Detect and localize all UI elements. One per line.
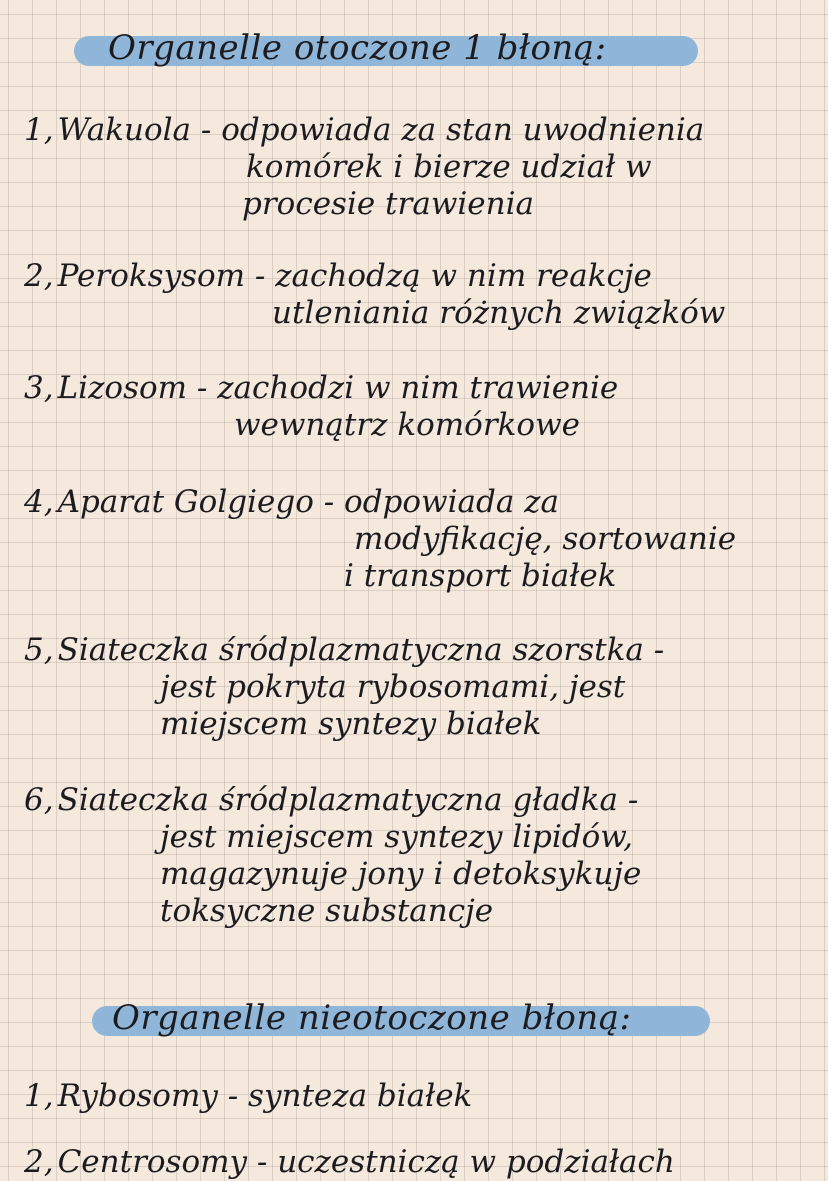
list-item-centrosomes [24, 1144, 675, 1181]
item-continuation: procesie trawienia [242, 186, 534, 222]
item-first-line [24, 370, 618, 407]
list-item-vacuole [24, 112, 704, 223]
item-number: 4, [24, 484, 54, 520]
item-text: Centrosomy - uczestniczą w podziałach [57, 1144, 675, 1180]
item-continuation: komórek i bierze udział w [246, 149, 652, 185]
item-number: 2, [24, 1144, 54, 1180]
item-text: Wakuola - odpowiada za stan uwodnienia [57, 112, 705, 148]
item-first-line [24, 1144, 675, 1181]
item-number: 1, [24, 112, 54, 148]
item-first-line [24, 112, 704, 149]
list-item-golgi [24, 484, 736, 595]
item-continuation: jest pokryta rybosomami, jest [160, 669, 626, 705]
item-text: Siateczka śródplazmatyczna szorstka - [57, 632, 665, 668]
item-number: 1, [24, 1078, 54, 1114]
item-text: Lizosom - zachodzi w nim trawienie [57, 370, 619, 406]
list-item-lysosome [24, 370, 618, 444]
item-continuation: toksyczne substancje [160, 893, 494, 929]
item-first-line [24, 484, 736, 521]
item-text: Aparat Golgiego - odpowiada za [57, 484, 559, 520]
list-item-rough-er [24, 632, 664, 743]
item-first-line [24, 258, 725, 295]
item-continuation: utleniania różnych związków [272, 295, 726, 331]
item-continuation: modyfikację, sortowanie [354, 521, 737, 557]
list-item-peroxisome [24, 258, 725, 332]
item-first-line [24, 1078, 472, 1115]
list-item-smooth-er [24, 782, 641, 930]
item-number: 2, [24, 258, 54, 294]
item-text: Peroksysom - zachodzą w nim reakcje [57, 258, 652, 294]
list-item-ribosomes [24, 1078, 472, 1115]
item-continuation: miejscem syntezy białek [160, 706, 542, 742]
item-text: Rybosomy - synteza białek [57, 1078, 473, 1114]
item-number: 3, [24, 370, 54, 406]
item-text: Siateczka śródplazmatyczna gładka - [57, 782, 639, 818]
item-number: 5, [24, 632, 54, 668]
item-continuation: i transport białek [344, 558, 617, 594]
item-first-line [24, 782, 641, 819]
item-continuation: jest miejscem syntezy lipidów, [160, 819, 634, 855]
section-heading-2: Organelle nieotoczone błoną: [112, 998, 632, 1038]
item-continuation: wewnątrz komórkowe [234, 407, 580, 443]
item-first-line [24, 632, 664, 669]
item-number: 6, [24, 782, 54, 818]
section-heading-1: Organelle otoczone 1 błoną: [108, 28, 607, 68]
item-continuation: magazynuje jony i detoksykuje [160, 856, 642, 892]
